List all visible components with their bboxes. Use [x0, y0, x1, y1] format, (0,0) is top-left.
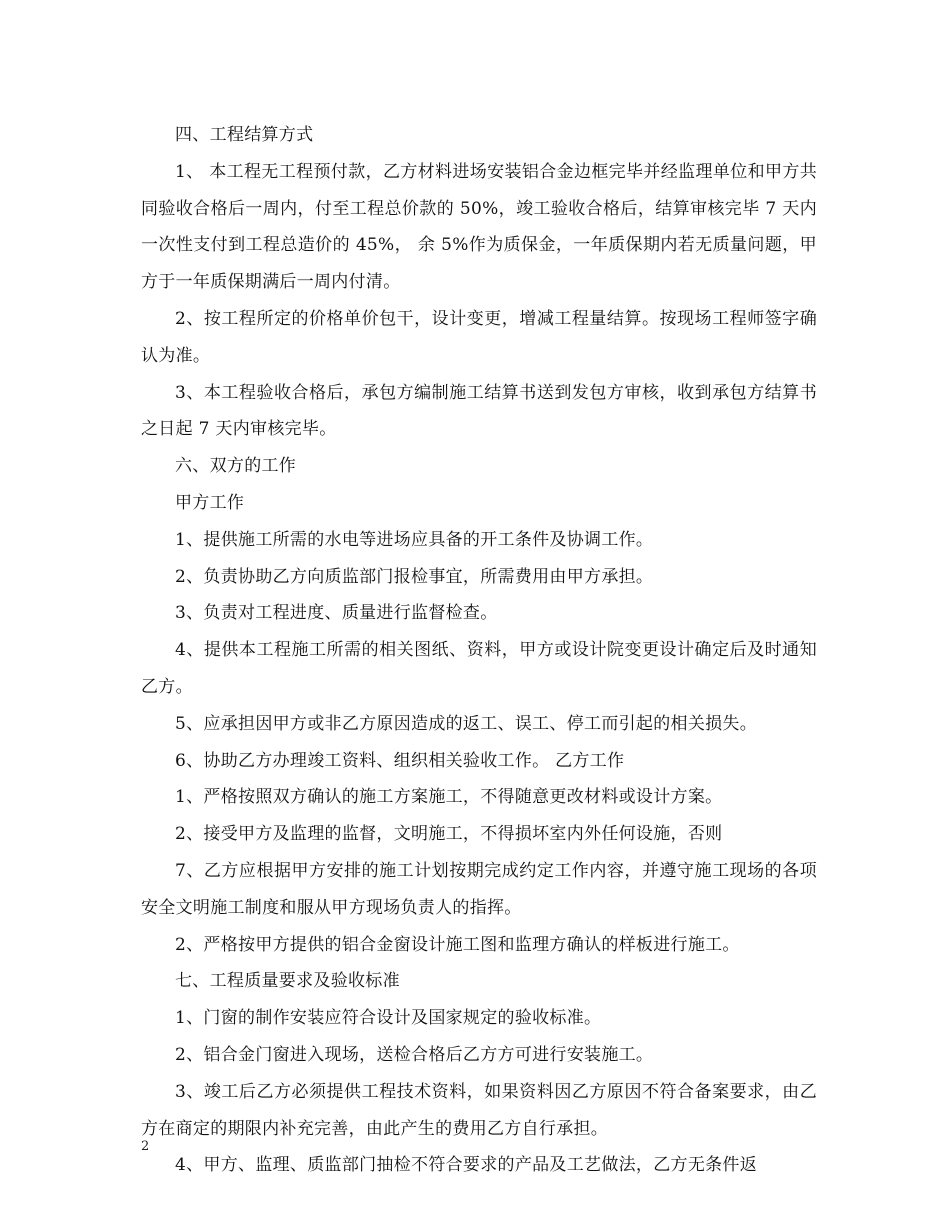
- paragraph-party-a-5: 5、应承担因甲方或非乙方原因造成的返工、误工、停工而引起的相关损失。: [175, 713, 758, 734]
- paragraph-quality-2: 2、铝合金门窗进入现场，送检合格后乙方方可进行安装施工。: [175, 1044, 654, 1065]
- paragraph-quality-4: 4、甲方、监理、质监部门抽检不符合要求的产品及工艺做法，乙方无条件返: [175, 1155, 758, 1176]
- section-heading-settlement: 四、工程结算方式: [175, 125, 314, 145]
- paragraph-party-a-4: 4、提供本工程施工所需的相关图纸、资料，甲方或设计院变更设计确定后及时通知乙方。: [141, 640, 817, 697]
- paragraph-party-b-1: 1、严格按照双方确认的施工方案施工，不得随意更改材料或设计方案。: [175, 787, 723, 808]
- paragraph-party-a-3: 3、负责对工程进度、质量进行监督检查。: [175, 603, 498, 624]
- page-number: 2: [141, 1139, 150, 1154]
- section-heading-quality: 七、工程质量要求及验收标准: [175, 971, 400, 992]
- paragraph-party-b-7: 7、乙方应根据甲方安排的施工计划按期完成约定工作内容，并遵守施工现场的各项安全文明施工制度和服从甲方现场负责人的指挥。: [141, 860, 817, 918]
- paragraph-quality-1: 1、门窗的制作安装应符合设计及国家规定的验收标准。: [175, 1008, 602, 1029]
- document-body: [141, 117, 817, 1184]
- paragraph-settlement-3: 3、本工程验收合格后，承包方编制施工结算书送到发包方审核，收到承包方结算书之日起 7 天内审核完毕。: [141, 382, 817, 440]
- paragraph-quality-3: 3、竣工后乙方必须提供工程技术资料，如果资料因乙方原因不符合备案要求，由乙方在商定的期限内补充完善，由此产生的费用乙方自行承担。: [141, 1081, 817, 1139]
- paragraph-party-a-6: 6、协助乙方办理竣工资料、组织相关验收工作。 乙方工作: [175, 750, 625, 771]
- paragraph-party-a-1: 1、提供施工所需的水电等进场应具备的开工条件及协调工作。: [175, 529, 654, 550]
- paragraph-party-b-2b: 2、严格按甲方提供的铝合金窗设计施工图和监理方确认的样板进行施工。: [175, 934, 740, 955]
- subheading-party-a-duties: 甲方工作: [175, 492, 245, 513]
- paragraph-party-a-2: 2、负责协助乙方向质监部门报检事宜，所需费用由甲方承担。: [175, 566, 654, 587]
- section-heading-duties: 六、双方的工作: [175, 456, 297, 477]
- paragraph-settlement-2: 2、按工程所定的价格单价包干，设计变更，增减工程量结算。按现场工程师签字确认为准。: [141, 308, 817, 366]
- paragraph-settlement-1: 1、 本工程无工程预付款，乙方材料进场安装铝合金边框完毕并经监理单位和甲方共同验收合格后一周内，付至工程总价款的 50%，竣工验收合格后，结算审核完毕 7 天内一次性支付到工程总造价的 45%， 余 5%作为质保金，一年质保期内若无质量问题，甲方于一年质保期满后一周内付清。: [141, 161, 817, 293]
- paragraph-party-b-2: 2、接受甲方及监理的监督，文明施工，不得损坏室内外任何设施，否则: [175, 824, 723, 845]
